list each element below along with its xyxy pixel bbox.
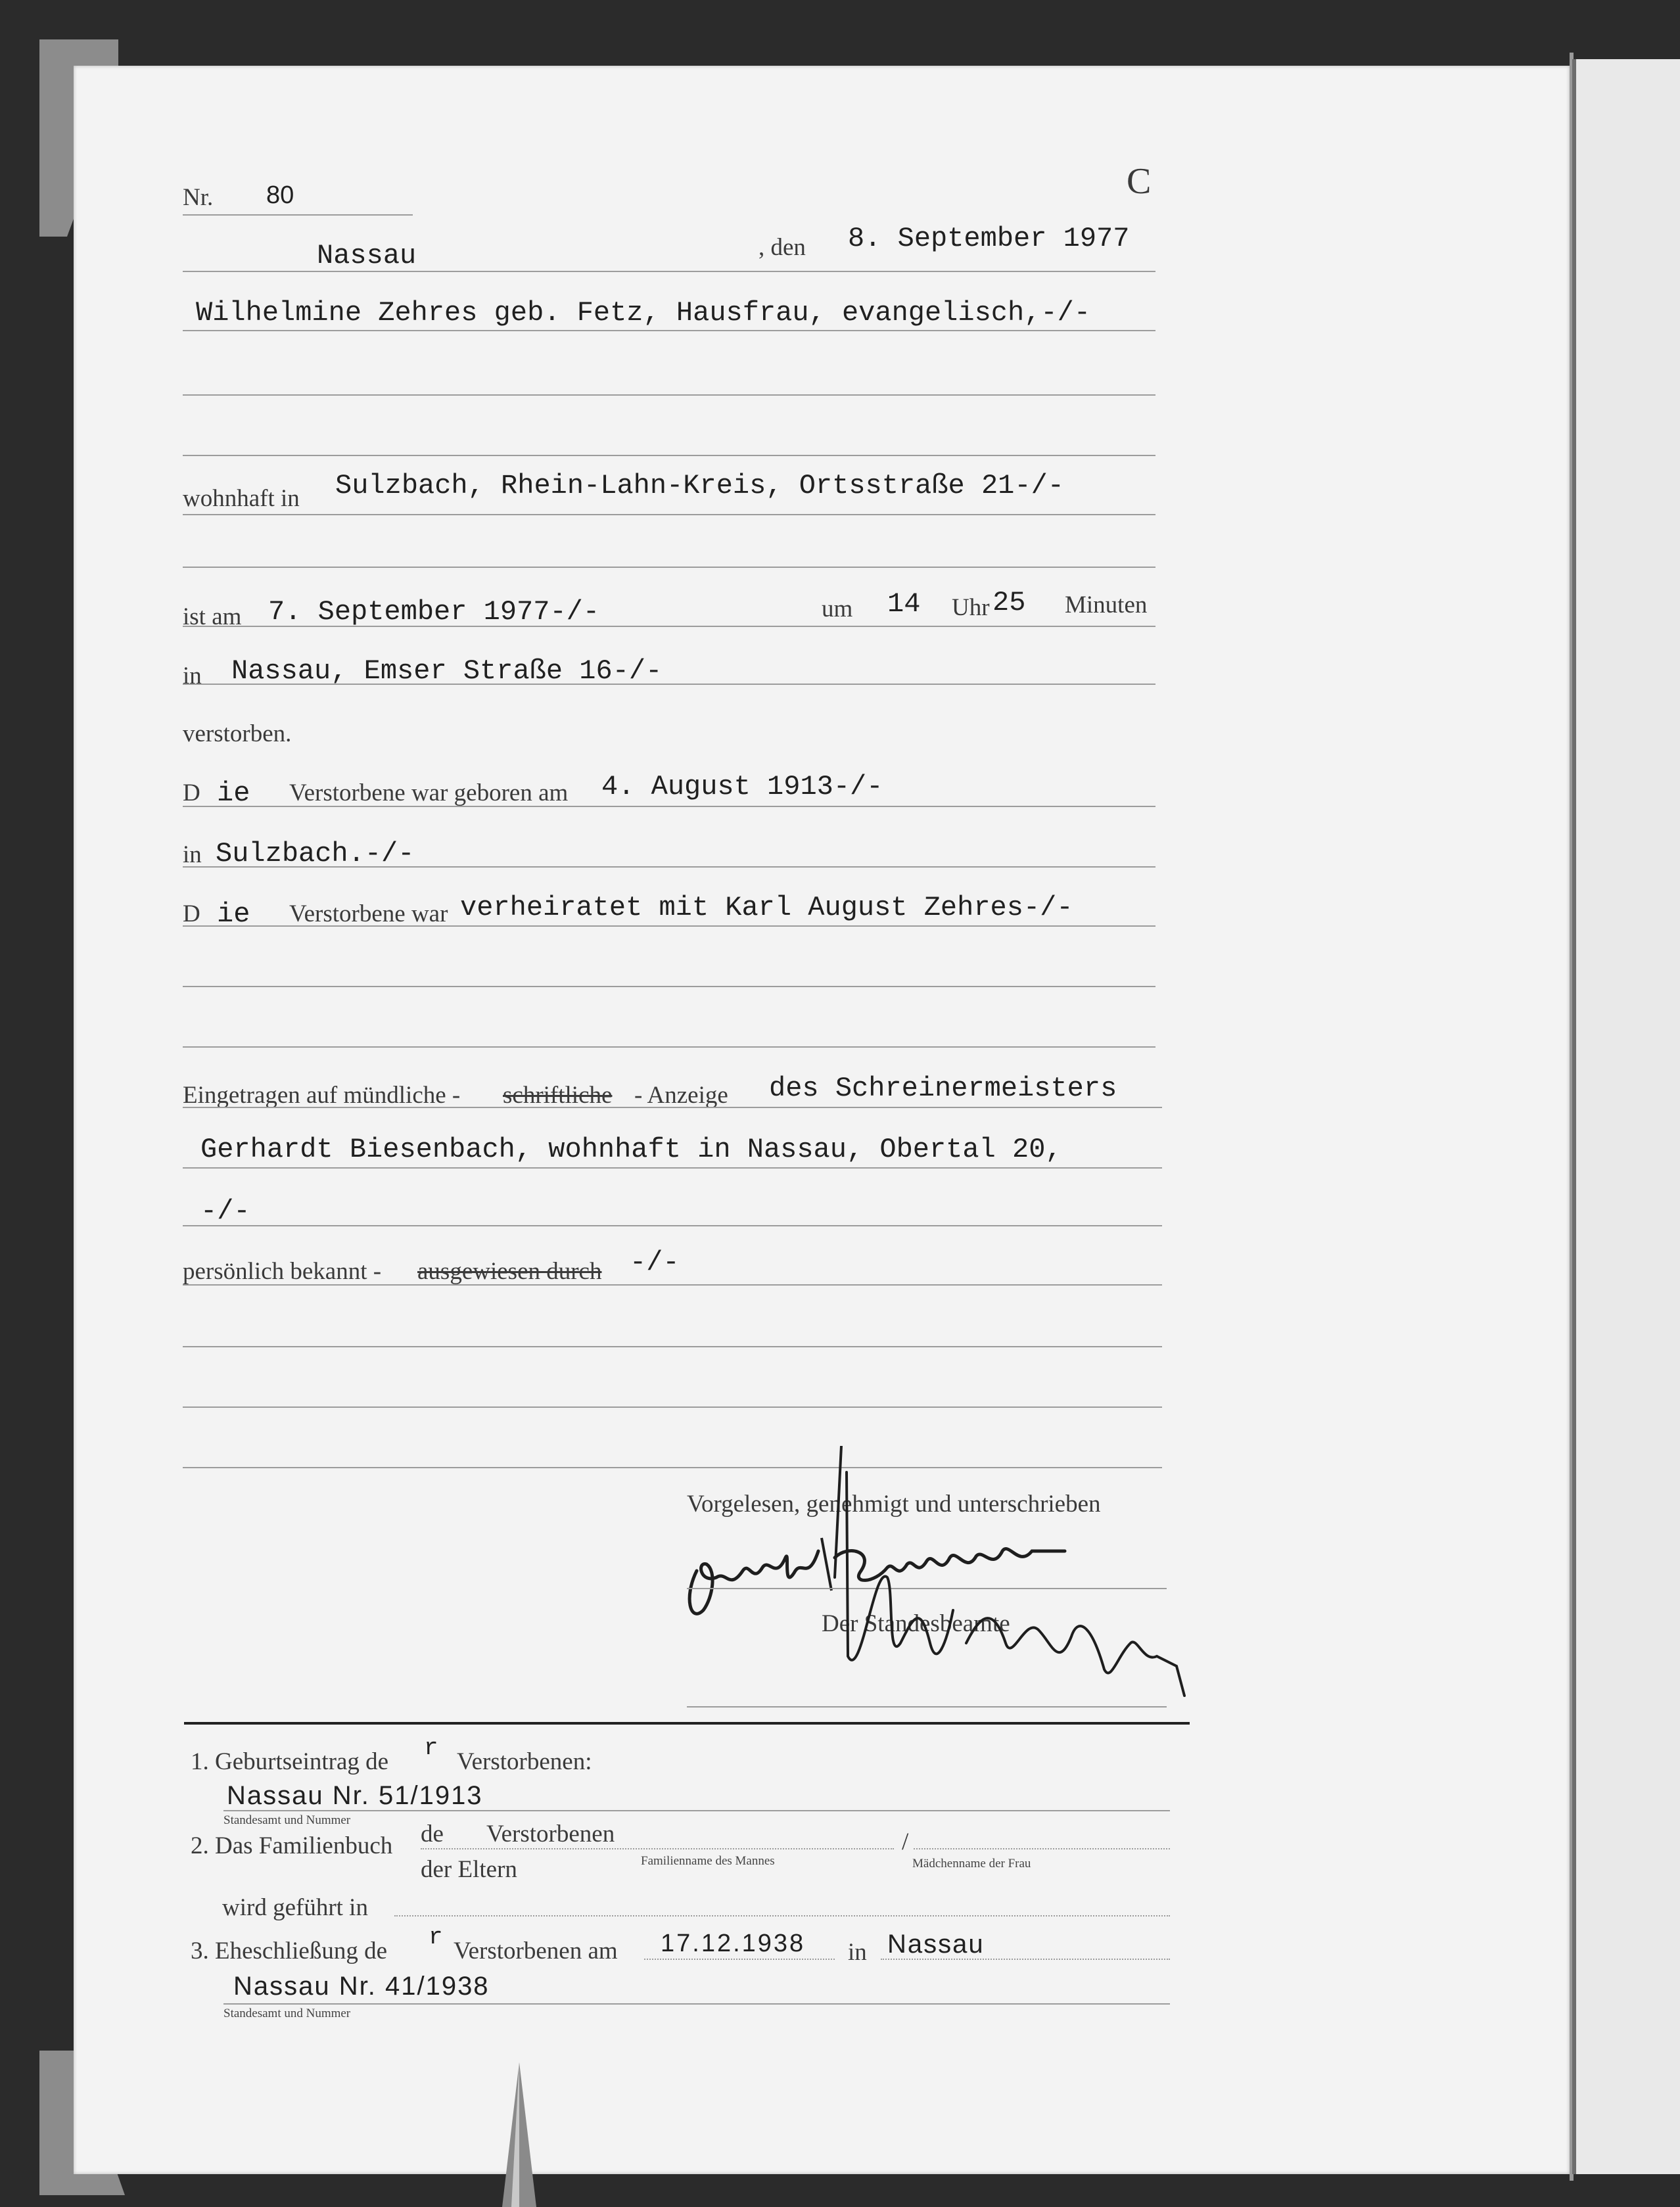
death-place-label: in (183, 662, 202, 689)
anzeige-label: - Anzeige (634, 1082, 728, 1109)
verstorben-label: verstorben. (183, 720, 292, 747)
note3-label: 3. Eheschließung de (191, 1938, 387, 1964)
death-date: 7. September 1977-/- (268, 596, 600, 628)
line-marital (183, 925, 1155, 927)
death-place: Nassau, Emser Straße 16-/- (231, 655, 663, 687)
birth-date: 4. August 1913-/- (601, 771, 883, 802)
line-blank-6 (183, 1346, 1162, 1347)
line-entry-2 (183, 1167, 1162, 1169)
registry-date: 8. September 1977 (848, 223, 1130, 254)
vorgelesen-text: Vorgelesen, genehmigt und unterschrieben (687, 1491, 1101, 1518)
residence-label: wohnhaft in (183, 485, 300, 512)
line-entry-4 (183, 1284, 1162, 1286)
note1-caption: Standesamt und Nummer (223, 1813, 351, 1827)
line-entry-1 (183, 1107, 1162, 1108)
line-blank-7 (183, 1406, 1162, 1408)
deceased-name-line: Wilhelmine Zehres geb. Fetz, Hausfrau, evangelisch,-/- (196, 297, 1091, 329)
note2-eltern: der Eltern (421, 1856, 517, 1883)
note1-label: 1. Geburtseintrag de (191, 1748, 389, 1775)
birth-place: Sulzbach.-/- (216, 838, 415, 870)
note3-date: 17.12.1938 (661, 1930, 806, 1957)
death-minutes: 25 (992, 587, 1026, 618)
informant-line-1: des Schreinermeisters (769, 1073, 1117, 1104)
line-note2-ort (394, 1915, 1170, 1917)
note2-caption-mann: Familienname des Mannes (641, 1854, 775, 1868)
death-hour: 14 (887, 588, 921, 620)
line-death-place (183, 684, 1155, 685)
line-note3-date (644, 1959, 835, 1960)
line-note2-frau (914, 1848, 1170, 1849)
line-blank-2 (183, 455, 1155, 456)
line-blank-5 (183, 1046, 1155, 1048)
line-entry-3 (183, 1225, 1162, 1226)
line-blank-4 (183, 986, 1155, 987)
marital-label: Verstorbene war (289, 900, 448, 927)
line-blank-1 (183, 394, 1155, 396)
registrar-signature (808, 1446, 1203, 1735)
line-residence (183, 514, 1155, 515)
birth-place-label: in (183, 841, 202, 868)
death-date-label: ist am (183, 603, 242, 630)
line-blank-3 (183, 567, 1155, 568)
note2-de: de (421, 1821, 444, 1847)
line-signature-registrar (687, 1706, 1167, 1708)
note3-value: Nassau Nr. 41/1938 (233, 1972, 490, 2001)
note3-mid: Verstorbenen am (454, 1938, 618, 1964)
bekannt-suffix: -/- (630, 1247, 680, 1278)
schriftliche-struck: schriftliche (503, 1082, 613, 1109)
minuten-label: Minuten (1065, 592, 1148, 618)
born-label: Verstorbene war geboren am (289, 779, 569, 806)
note3-place: Nassau (887, 1930, 985, 1959)
informant-line-3: -/- (200, 1196, 250, 1227)
birth-ie: ie (217, 778, 250, 809)
facing-page-edge (1572, 59, 1680, 2174)
line-birth-place (183, 866, 1155, 868)
place-of-registry: Nassau (317, 240, 417, 271)
note1-r: r (424, 1734, 438, 1761)
eingetragen-label: Eingetragen auf mündliche - (183, 1082, 461, 1109)
note2-slash: / (902, 1828, 909, 1855)
pen-tip (500, 2062, 539, 2207)
line-name (183, 330, 1155, 331)
line-note2-mann (421, 1848, 894, 1849)
line-note3 (223, 2003, 1170, 2005)
note3-in: in (848, 1939, 867, 1966)
note3-r: r (429, 1924, 443, 1951)
bekannt-label: persönlich bekannt - (183, 1258, 382, 1285)
nr-value: 80 (266, 181, 294, 209)
note2-gefuehrt: wird geführt in (222, 1894, 368, 1921)
note3-caption: Standesamt und Nummer (223, 2007, 351, 2020)
note2-caption-frau: Mädchenname der Frau (912, 1857, 1031, 1870)
standesbeamte-label: Der Standesbeamte (822, 1610, 1010, 1637)
note1-suffix: Verstorbenen: (457, 1748, 592, 1775)
informant-line-2: Gerhardt Biesenbach, wohnhaft in Nassau, Obertal 20, (200, 1134, 1062, 1165)
ausgewiesen-struck: ausgewiesen durch (417, 1258, 602, 1285)
birth-d-label: D (183, 779, 200, 806)
line-note3-place (881, 1959, 1170, 1960)
note1-value: Nassau Nr. 51/1913 (227, 1781, 483, 1810)
line-note1 (223, 1810, 1170, 1811)
nr-label: Nr. (183, 184, 214, 211)
marital-ie: ie (217, 898, 250, 930)
line-birth-date (183, 806, 1155, 807)
marital-status: verheiratet mit Karl August Zehres-/- (460, 892, 1073, 923)
note2-verstorbenen: Verstorbenen (486, 1821, 615, 1847)
um-label: um (822, 595, 853, 622)
note2-label: 2. Das Familienbuch (191, 1832, 393, 1859)
den-label: , den (758, 234, 806, 261)
register-letter: C (1127, 161, 1152, 202)
residence-value: Sulzbach, Rhein-Lahn-Kreis, Ortsstraße 21-/- (335, 470, 1064, 501)
uhr-label: Uhr (952, 594, 990, 621)
line-death-date (183, 626, 1155, 627)
line-place (183, 271, 1155, 272)
notes-separator (184, 1722, 1190, 1725)
nr-line (183, 214, 413, 216)
marital-d-label: D (183, 900, 200, 927)
